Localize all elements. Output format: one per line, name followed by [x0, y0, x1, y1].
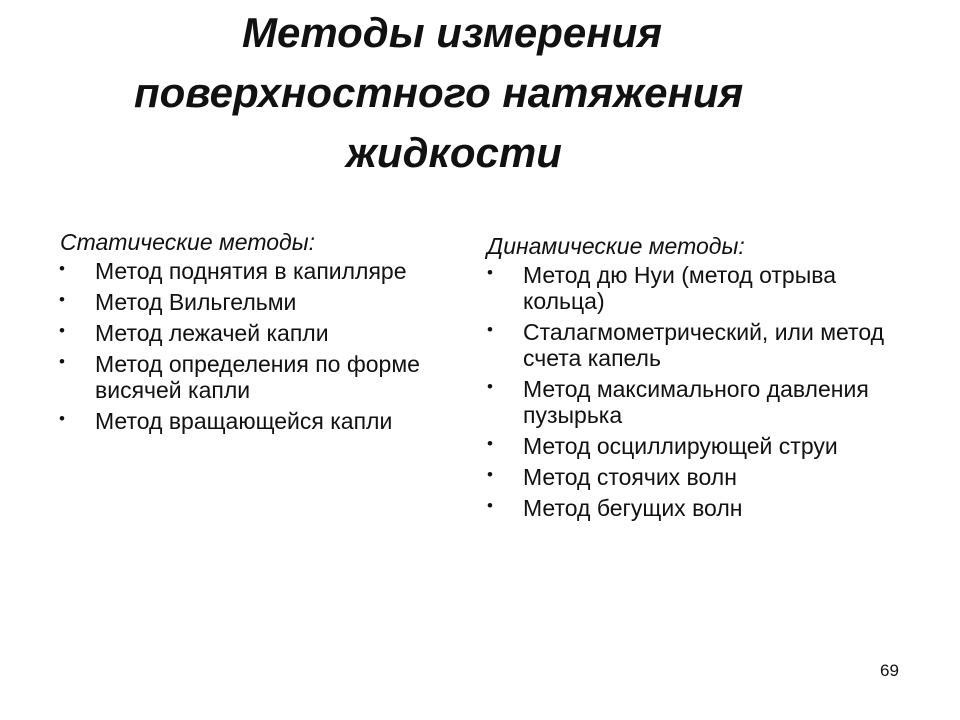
bullet-icon: •	[59, 352, 65, 371]
page-number: 69	[880, 661, 899, 680]
bullet-icon: •	[59, 321, 65, 340]
bullet-icon: •	[487, 496, 493, 515]
bullet-icon: •	[487, 434, 493, 453]
list-item	[486, 433, 906, 459]
list-item	[58, 258, 468, 284]
list-item-text: Метод осциллирующей струи	[523, 433, 838, 459]
list-item	[58, 351, 468, 403]
list-item-text: Метод вращающейся капли	[95, 408, 393, 434]
list-item	[58, 320, 468, 346]
slide-title-line-1: Методы измерения	[242, 9, 663, 56]
static-methods-heading: Статические методы:	[60, 229, 316, 255]
dynamic-methods-heading: Динамические методы:	[487, 233, 745, 259]
list-item-text: Метод бегущих волн	[523, 495, 743, 521]
static-methods-list	[58, 258, 468, 439]
bullet-icon: •	[59, 290, 65, 309]
list-item-text: Метод поднятия в капилляре	[95, 258, 407, 284]
list-item-text: Метод стоячих волн	[523, 464, 737, 490]
list-item	[58, 408, 468, 434]
bullet-icon: •	[59, 409, 65, 428]
dynamic-methods-list	[486, 262, 906, 526]
list-item-text: Сталагмометрический, или метод счета капель	[523, 319, 885, 371]
list-item	[486, 495, 906, 521]
list-item-text: Метод лежачей капли	[95, 320, 329, 346]
bullet-icon: •	[487, 263, 493, 282]
bullet-icon: •	[487, 320, 493, 339]
list-item	[486, 464, 906, 490]
bullet-icon: •	[487, 377, 493, 396]
list-item-text: Метод Вильгельми	[95, 289, 297, 315]
bullet-icon: •	[487, 465, 493, 484]
slide-title-line-2: поверхностного натяжения	[134, 69, 744, 116]
list-item	[486, 319, 906, 371]
list-item	[58, 289, 468, 315]
slide-title-line-3: жидкости	[346, 129, 562, 176]
list-item-text: Метод максимального давления пузырька	[523, 376, 869, 428]
list-item-text: Метод определения по форме висячей капли	[95, 351, 420, 403]
list-item	[486, 262, 906, 314]
bullet-icon: •	[59, 259, 65, 278]
list-item-text: Метод дю Нуи (метод отрыва кольца)	[523, 262, 836, 314]
list-item	[486, 376, 906, 428]
